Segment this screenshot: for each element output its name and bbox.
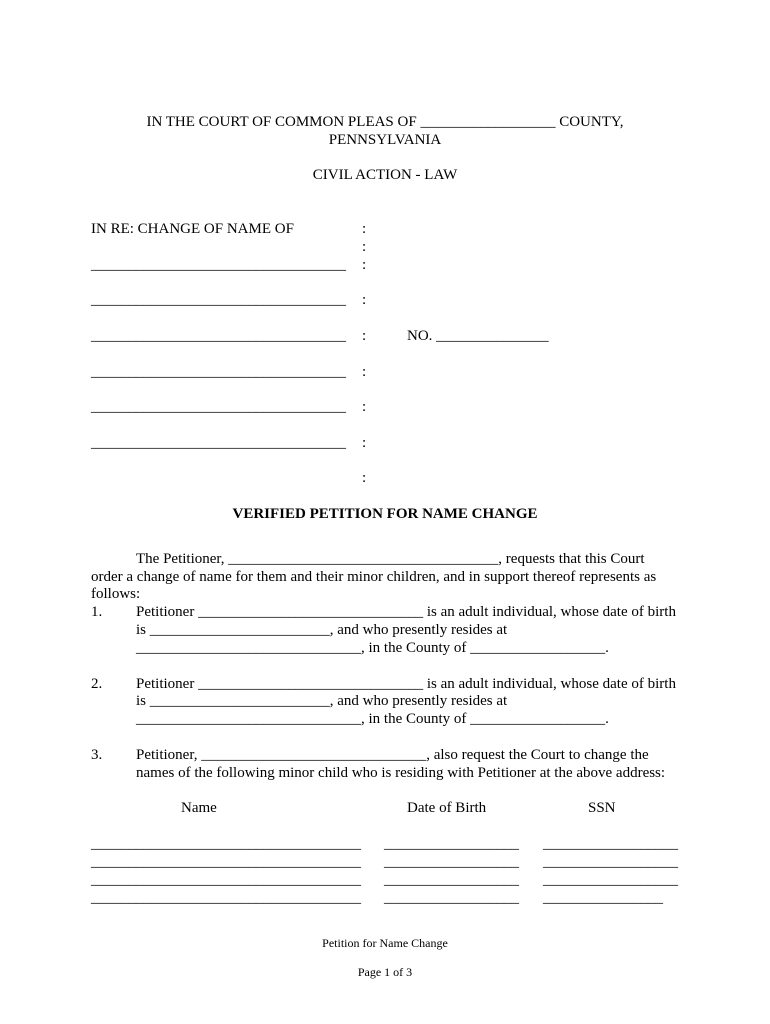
item1-line1: Petitioner ______________________________ is an adult individual, whose date of birth (136, 604, 676, 620)
name-blank-line[interactable]: __________________________________ (91, 435, 346, 451)
intro-line2: order a change of name for them and their minor children, and in support thereof represents as (91, 569, 657, 585)
caption-colon: : (362, 257, 367, 273)
name-blank-line[interactable]: __________________________________ (91, 399, 346, 415)
column-header-name: Name (181, 800, 217, 816)
child-ssn-blank[interactable]: __________________ (543, 836, 678, 852)
child-dob-blank[interactable]: __________________ (384, 872, 519, 888)
item1-line2: is ________________________, and who presently resides at (136, 622, 508, 638)
page-number: Page 1 of 3 (357, 965, 413, 979)
caption-colon: : (362, 435, 367, 451)
docket-number-field[interactable]: NO. _______________ (407, 328, 549, 344)
civil-action-heading: CIVIL ACTION - LAW (312, 167, 458, 183)
caption-colon: : (362, 470, 367, 486)
child-ssn-blank[interactable]: __________________ (543, 872, 678, 888)
item-number: 3. (91, 747, 103, 763)
item2-line1: Petitioner ______________________________ is an adult individual, whose date of birth (136, 676, 676, 692)
child-ssn-blank[interactable]: ________________ (543, 890, 663, 906)
child-name-blank[interactable]: ____________________________________ (91, 872, 361, 888)
caption-colon: : (362, 292, 367, 308)
column-header-dob: Date of Birth (407, 800, 487, 816)
child-dob-blank[interactable]: __________________ (384, 854, 519, 870)
caption-colon: : (362, 364, 367, 380)
item1-line3: ______________________________, in the County of __________________. (136, 640, 609, 656)
item3-line2: names of the following minor child who is residing with Petitioner at the above address: (136, 765, 666, 781)
petition-title: VERIFIED PETITION FOR NAME CHANGE (232, 506, 538, 522)
child-name-blank[interactable]: ____________________________________ (91, 836, 361, 852)
child-name-blank[interactable]: ____________________________________ (91, 890, 361, 906)
name-blank-line[interactable]: __________________________________ (91, 257, 346, 273)
child-ssn-blank[interactable]: __________________ (543, 854, 678, 870)
caption-colon: : (362, 239, 367, 255)
footer-title: Petition for Name Change (322, 936, 448, 950)
item-number: 1. (91, 604, 103, 620)
item-number: 2. (91, 676, 103, 692)
child-dob-blank[interactable]: __________________ (384, 836, 519, 852)
name-blank-line[interactable]: __________________________________ (91, 292, 346, 308)
name-blank-line[interactable]: __________________________________ (91, 328, 346, 344)
in-re-label: IN RE: CHANGE OF NAME OF (91, 221, 294, 237)
caption-colon: : (362, 399, 367, 415)
child-name-blank[interactable]: ____________________________________ (91, 854, 361, 870)
name-blank-line[interactable]: __________________________________ (91, 364, 346, 380)
item2-line2: is ________________________, and who presently resides at (136, 693, 508, 709)
child-dob-blank[interactable]: __________________ (384, 890, 519, 906)
item3-line1: Petitioner, ______________________________, also request the Court to change the (136, 747, 649, 763)
column-header-ssn: SSN (588, 800, 616, 816)
intro-line1: The Petitioner, ____________________________________, requests that this Court (136, 551, 645, 567)
item2-line3: ______________________________, in the County of __________________. (136, 711, 609, 727)
court-heading-line1: IN THE COURT OF COMMON PLEAS OF __________________ COUNTY, (146, 114, 624, 130)
caption-colon: : (362, 221, 367, 237)
caption-colon: : (362, 328, 367, 344)
court-heading-line2: PENNSYLVANIA (328, 132, 442, 148)
intro-line3: follows: (91, 586, 141, 602)
